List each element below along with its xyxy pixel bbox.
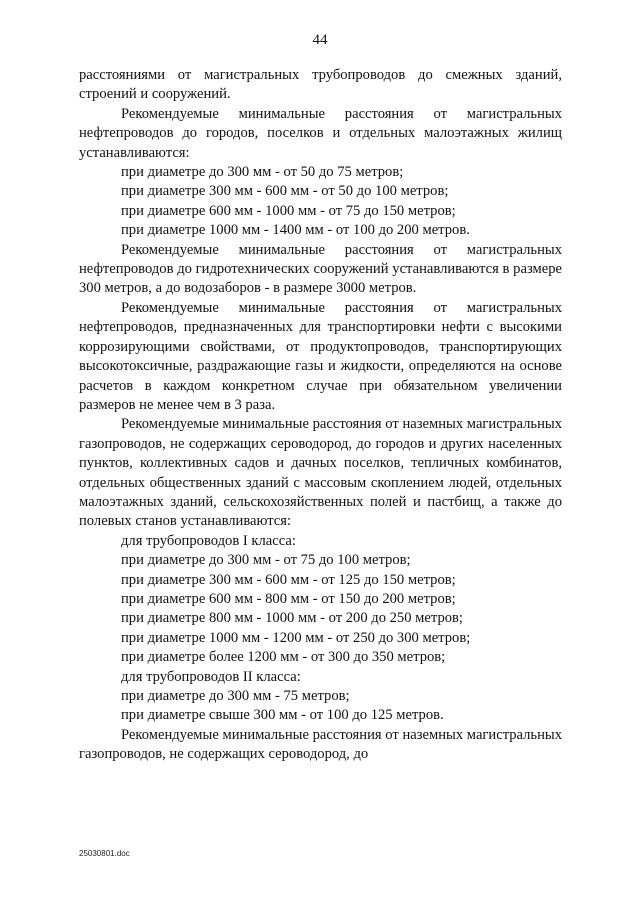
paragraph-gas-pipelines-settlements: Рекомендуемые минимальные расстояния от наземных магистральных газопроводов, не содержащих сероводород, до городов и других населенных пунктов, коллективных садов и дачных поселков, тепличных комбинатов, отдельных общественных зданий с массовым скоплением людей, отдельных малоэтажных зданий, сельскохозяйственных полей и пастбищ, а также до полевых станов устанавливаются: xyxy=(79,416,562,530)
paragraph-corrosive-oil: Рекомендуемые минимальные расстояния от магистральных нефтепроводов, предназначенных для транспортировки нефти с высокими коррозирующими свойствами, от продуктопроводов, транспортирующих высокотоксичные, раздражающие газы и жидкости, определяются на основе расчетов в каждом конкретном случае при обязательном увеличении размеров не менее чем в 3 раза. xyxy=(79,299,562,413)
list-heading-class-2: для трубопроводов II класса: xyxy=(121,668,301,685)
list-item: при диаметре до 300 мм - от 50 до 75 метров; xyxy=(121,164,404,181)
list-item: при диаметре до 300 мм - от 75 до 100 метров; xyxy=(121,552,411,569)
page-number: 44 xyxy=(312,32,328,48)
list-item: при диаметре до 300 мм - 75 метров; xyxy=(121,688,350,704)
paragraph-continuation: расстояниями от магистральных трубопроводов до смежных зданий, строений и сооружений. xyxy=(79,67,562,103)
list-heading-class-1: для трубопроводов I класса: xyxy=(121,532,296,549)
list-item: при диаметре свыше 300 мм - от 100 до 125 метров. xyxy=(121,707,444,724)
list-item: при диаметре 600 мм - 1000 мм - от 75 до 150 метров; xyxy=(121,202,456,219)
list-item: при диаметре 1000 мм - 1400 мм - от 100 до 200 метров. xyxy=(121,222,470,239)
list-item: при диаметре 600 мм - 800 мм - от 150 до 200 метров; xyxy=(121,590,456,607)
document-body xyxy=(79,66,562,765)
list-item: при диаметре 300 мм - 600 мм - от 50 до 100 метров; xyxy=(121,183,449,200)
list-item: при диаметре 300 мм - 600 мм - от 125 до 150 метров; xyxy=(121,571,456,588)
paragraph-oil-pipelines-settlements: Рекомендуемые минимальные расстояния от магистральных нефтепроводов до городов, поселков и отдельных малоэтажных жилищ устанавливаются: xyxy=(79,105,562,161)
list-item: при диаметре более 1200 мм - от 300 до 350 метров; xyxy=(121,649,446,666)
list-item: при диаметре 1000 мм - 1200 мм - от 250 до 300 метров; xyxy=(121,629,471,646)
paragraph-hydraulic-structures: Рекомендуемые минимальные расстояния от магистральных нефтепроводов до гидротехнических сооружений устанавливаются в размере 300 метров, а до водозаборов - в размере 3000 метров. xyxy=(79,241,562,297)
document-filename: 25030801.doc xyxy=(79,849,130,858)
paragraph-gas-pipelines-continued: Рекомендуемые минимальные расстояния от наземных магистральных газопроводов, не содержащих сероводород, до xyxy=(79,726,562,763)
list-item: при диаметре 800 мм - 1000 мм - от 200 до 250 метров; xyxy=(121,610,463,627)
